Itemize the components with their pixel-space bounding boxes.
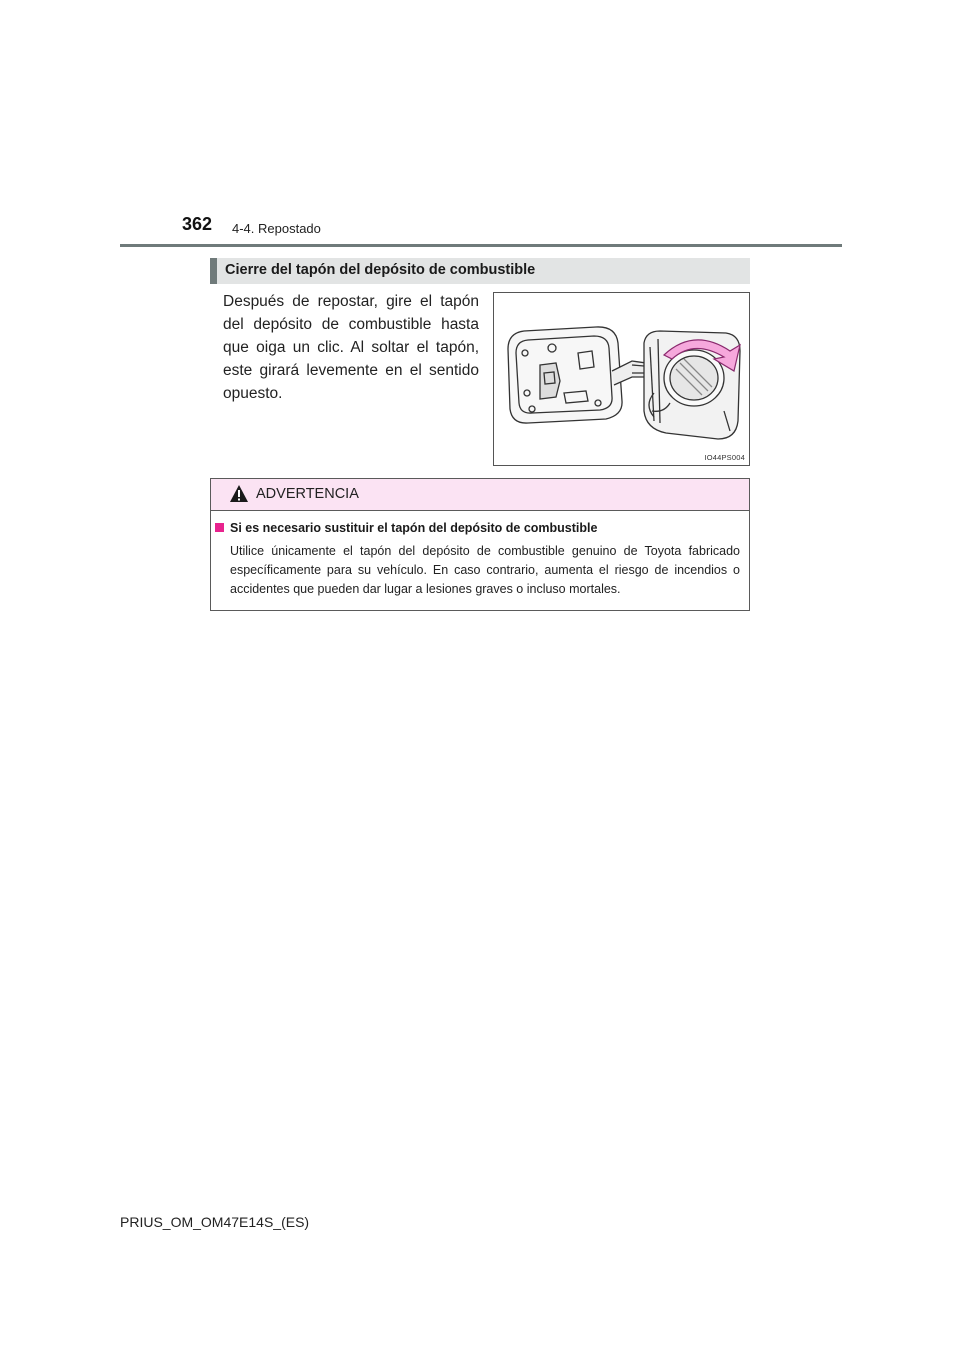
header-rule (120, 244, 842, 247)
warning-header (211, 479, 749, 511)
figure-code: IO44PS004 (704, 453, 745, 462)
document-id: PRIUS_OM_OM47E14S_(ES) (120, 1214, 310, 1230)
fuel-cap-illustration (493, 292, 750, 466)
warning-item-title-text: Si es necesario sustituir el tapón del depósito de combustible (230, 521, 598, 535)
heading-accent-bar (210, 258, 217, 284)
fuel-door-illustration (494, 293, 749, 465)
warning-box (210, 478, 750, 611)
warning-item-body: Utilice únicamente el tapón del depósito de combustible genuino de Toyota fabricado específicamente para su vehículo. En caso contrario, aumenta el riesgo de incendios o accidentes que pueden dar lugar a lesiones graves o incluso mortales. (230, 544, 740, 596)
warning-label: ADVERTENCIA (256, 486, 359, 502)
section-heading (210, 258, 750, 284)
fuel-door-icon (508, 327, 646, 423)
bullet-square-icon (215, 523, 224, 532)
page-number: 362 (182, 214, 213, 234)
instruction-paragraph: Después de repostar, gire el tapón del depósito de combustible hasta que oiga un clic. Al soltar el tapón, este girará levemente en el sentido opuesto. (223, 293, 479, 402)
section-title: Cierre del tapón del depósito de combustible (225, 262, 536, 278)
warning-item-title (215, 521, 597, 535)
warning-triangle-icon (229, 484, 249, 503)
section-reference: 4-4. Repostado (232, 221, 321, 236)
